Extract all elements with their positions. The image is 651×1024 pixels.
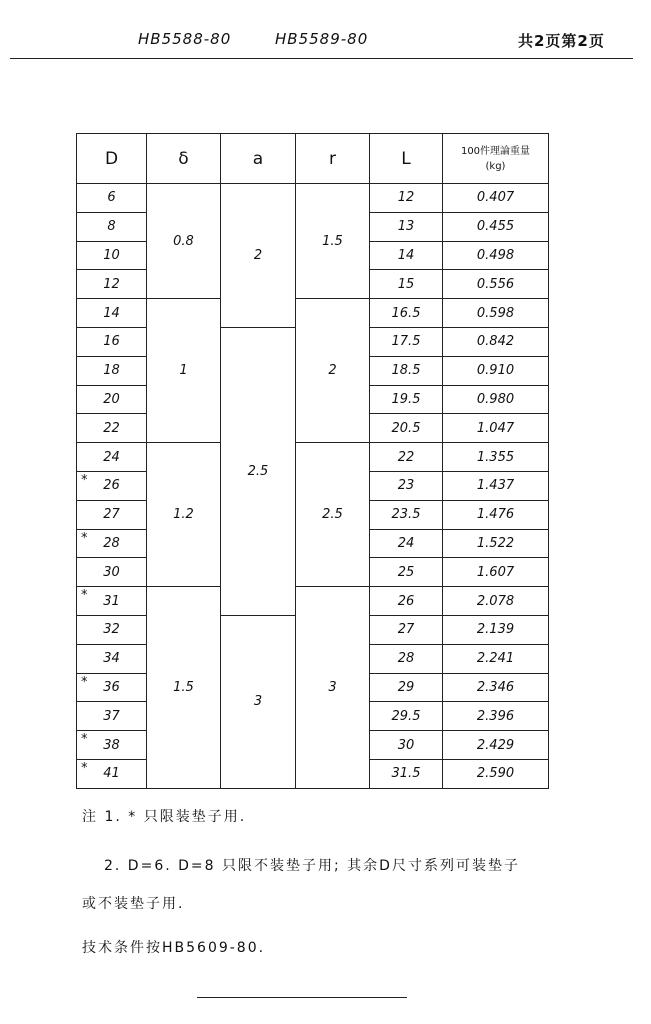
asterisk-mark: *	[81, 760, 88, 776]
cell-r: 1.5	[296, 184, 370, 299]
tech-conditions: 技术条件按HB5609-80.	[82, 940, 266, 956]
cell-D-value: 37	[103, 708, 120, 724]
cell-D-value: 27	[103, 507, 120, 523]
cell-weight: 2.139	[443, 615, 549, 644]
cell-D	[77, 731, 147, 760]
cell-L: 29	[370, 673, 443, 702]
cell-weight: 0.980	[443, 385, 549, 414]
cell-L: 18.5	[370, 356, 443, 385]
page-info: 共2页第2页	[518, 32, 605, 50]
cell-delta: 0.8	[147, 184, 221, 299]
cell-L: 26	[370, 587, 443, 616]
asterisk-mark: *	[81, 732, 88, 748]
cell-D	[77, 587, 147, 616]
cell-D	[77, 673, 147, 702]
cell-L: 14	[370, 241, 443, 270]
cell-weight: 0.407	[443, 184, 549, 213]
cell-D-value: 18	[103, 363, 120, 379]
cell-D-value: 8	[107, 219, 116, 235]
cell-D	[77, 212, 147, 241]
cell-L: 12	[370, 184, 443, 213]
note-1: 注 1. * 只限装垫子用.	[82, 809, 247, 825]
cell-weight: 2.429	[443, 731, 549, 760]
asterisk-mark: *	[81, 674, 88, 690]
cell-L: 31.5	[370, 759, 443, 788]
cell-weight: 2.346	[443, 673, 549, 702]
cell-weight: 1.476	[443, 500, 549, 529]
cell-D	[77, 529, 147, 558]
cell-D	[77, 759, 147, 788]
cell-weight: 0.455	[443, 212, 549, 241]
cell-D	[77, 385, 147, 414]
cell-L: 20.5	[370, 414, 443, 443]
cell-D-value: 28	[103, 535, 120, 551]
standard-number-1: HB5588-80	[138, 30, 232, 48]
asterisk-mark: *	[81, 588, 88, 604]
cell-D	[77, 327, 147, 356]
cell-D	[77, 270, 147, 299]
cell-weight: 1.355	[443, 443, 549, 472]
cell-L: 15	[370, 270, 443, 299]
cell-weight: 0.598	[443, 299, 549, 328]
cell-weight: 1.437	[443, 471, 549, 500]
cell-weight: 0.910	[443, 356, 549, 385]
cell-r: 2	[296, 299, 370, 443]
cell-L: 16.5	[370, 299, 443, 328]
cell-delta: 1.2	[147, 443, 221, 587]
note-2-line-2: 或不装垫子用.	[82, 896, 185, 912]
cell-r: 2.5	[296, 443, 370, 587]
cell-D-value: 38	[103, 737, 120, 753]
cell-D-value: 26	[103, 478, 120, 494]
cell-D	[77, 241, 147, 270]
cell-weight: 1.607	[443, 558, 549, 587]
cell-D-value: 16	[103, 334, 120, 350]
cell-L: 13	[370, 212, 443, 241]
cell-weight: 2.396	[443, 702, 549, 731]
cell-a: 3	[221, 615, 296, 788]
cell-D	[77, 500, 147, 529]
table-row	[77, 299, 549, 328]
asterisk-mark: *	[81, 530, 88, 546]
header-a: a	[221, 134, 296, 184]
table-header-row	[77, 134, 549, 184]
header-divider	[10, 58, 633, 59]
header-D: D	[77, 134, 147, 184]
table-row	[77, 443, 549, 472]
cell-D	[77, 471, 147, 500]
cell-D	[77, 184, 147, 213]
cell-D-value: 30	[103, 564, 120, 580]
cell-D-value: 22	[103, 420, 120, 436]
cell-L: 23	[370, 471, 443, 500]
table-row	[77, 184, 549, 213]
header-weight-unit: (kg)	[485, 160, 506, 172]
header-L: L	[370, 134, 443, 184]
footer-rule	[197, 997, 407, 998]
cell-D-value: 20	[103, 391, 120, 407]
cell-weight: 2.241	[443, 644, 549, 673]
cell-D-value: 14	[103, 305, 120, 321]
cell-L: 25	[370, 558, 443, 587]
cell-weight: 1.047	[443, 414, 549, 443]
cell-delta: 1.5	[147, 587, 221, 789]
header-weight-title: 100件理論重量	[460, 145, 531, 157]
cell-weight: 2.590	[443, 759, 549, 788]
cell-L: 28	[370, 644, 443, 673]
cell-weight: 1.522	[443, 529, 549, 558]
cell-L: 30	[370, 731, 443, 760]
header-r: r	[296, 134, 370, 184]
cell-D-value: 10	[103, 247, 120, 263]
cell-D	[77, 299, 147, 328]
cell-L: 17.5	[370, 327, 443, 356]
header-weight	[443, 134, 549, 184]
dimension-table	[76, 133, 549, 789]
cell-weight: 0.556	[443, 270, 549, 299]
cell-D	[77, 356, 147, 385]
cell-D-value: 41	[103, 766, 120, 782]
standard-number-2: HB5589-80	[275, 30, 369, 48]
cell-D	[77, 615, 147, 644]
cell-D-value: 12	[103, 276, 120, 292]
cell-D-value: 24	[103, 449, 120, 465]
cell-L: 29.5	[370, 702, 443, 731]
cell-r: 3	[296, 587, 370, 789]
cell-weight: 0.498	[443, 241, 549, 270]
cell-L: 27	[370, 615, 443, 644]
note-2-line-1: 2. D=6. D=8 只限不装垫子用; 其余D尺寸系列可装垫子	[104, 858, 520, 874]
cell-D	[77, 702, 147, 731]
cell-D	[77, 644, 147, 673]
cell-L: 22	[370, 443, 443, 472]
cell-weight: 0.842	[443, 327, 549, 356]
cell-L: 24	[370, 529, 443, 558]
cell-D-value: 6	[107, 190, 116, 206]
cell-D-value: 36	[103, 679, 120, 695]
cell-D-value: 32	[103, 622, 120, 638]
cell-a: 2	[221, 184, 296, 328]
cell-D	[77, 558, 147, 587]
cell-D-value: 31	[103, 593, 120, 609]
cell-L: 23.5	[370, 500, 443, 529]
cell-D-value: 34	[103, 651, 120, 667]
cell-D	[77, 414, 147, 443]
cell-delta: 1	[147, 299, 221, 443]
cell-a: 2.5	[221, 327, 296, 615]
asterisk-mark: *	[81, 472, 88, 488]
cell-D	[77, 443, 147, 472]
cell-L: 19.5	[370, 385, 443, 414]
header-delta: δ	[147, 134, 221, 184]
table-row	[77, 587, 549, 616]
cell-weight: 2.078	[443, 587, 549, 616]
